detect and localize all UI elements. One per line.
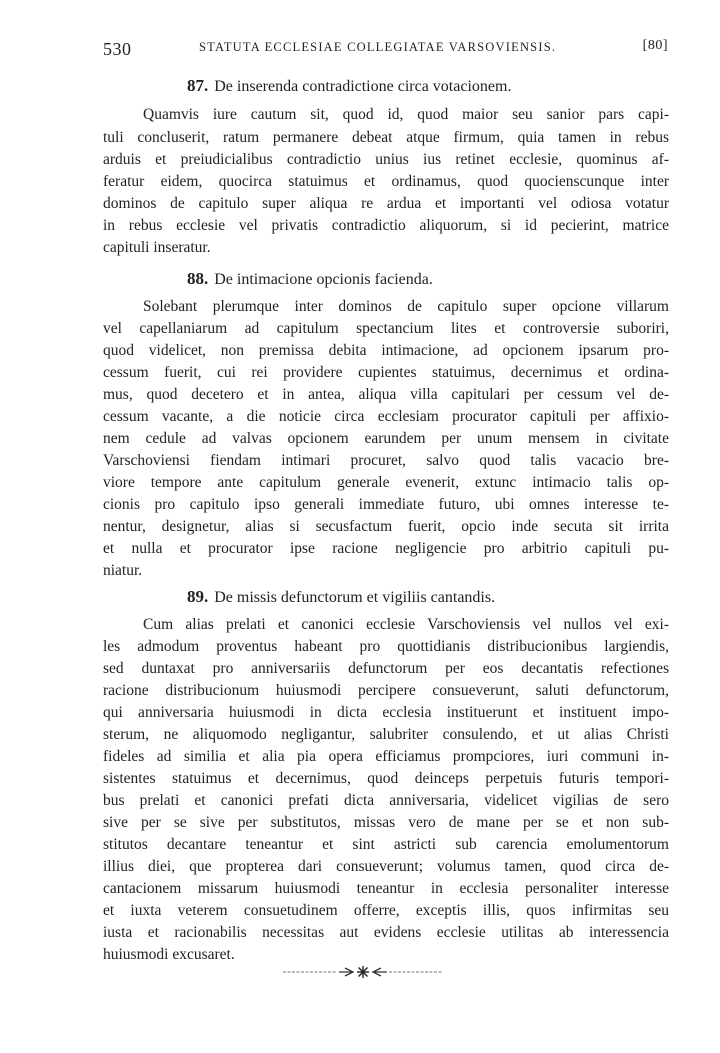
text-line: fideles ad similia et alia pia opera efficiamus prompciores, iuri communi in- — [103, 748, 669, 765]
text-line: bus prelati et canonici prefati dicta anniversaria, videlicet vigilias de sero — [103, 792, 669, 809]
text-line: sed duntaxat pro anniversariis defunctorum per eos decantatis refectiones — [103, 660, 669, 677]
text-line: sive per se sive per substitutos, missas vero de mane per se et non sub- — [103, 814, 669, 831]
text-line: in rebus ecclesie vel privatis contradictio aliquorum, si id pecierint, matrice — [103, 217, 669, 234]
text-line: Solebant plerumque inter dominos de capitulo super opcione villarum — [143, 298, 669, 315]
text-line: et nulla et procurator ipse racione negligencie pro arbitrio capituli pu- — [103, 540, 669, 557]
signature-mark: [80] — [642, 38, 668, 53]
text-line: mus, quod decetero et in antea, aliqua villa capitulari per cessum vel de- — [103, 386, 669, 403]
text-line: illius diei, que propterea dari consueverunt; volumus tamen, quod circa de- — [103, 858, 669, 875]
text-line: arduis et preiudicialibus contradictio unius ius retinet ecclesie, quominus af- — [103, 151, 669, 168]
text-line: et iuxta veterem consuetudinem offerre, exceptis illis, quos infirmitas seu — [103, 902, 669, 919]
section-number: 89. — [187, 587, 209, 606]
text-line: les admodum proventus habeant pro quottidianis distribucionibus largiendis, — [103, 638, 669, 655]
text-line: racione distribucionum huiusmodi percipere consueverunt, saluti defunctorum, — [103, 682, 669, 699]
section-heading-87 — [187, 76, 511, 96]
text-line: cessum fuerit, cui rei providere cupientes statuimus, decernimus et ordina- — [103, 364, 669, 381]
text-line: huiusmodi excusaret. — [103, 946, 235, 963]
text-line: sistentes statuimus et decernimus, quod deinceps perpetuis futuris tempori- — [103, 770, 669, 787]
page-number: 530 — [103, 39, 132, 59]
text-line: Quamvis iure cautum sit, quod id, quod maior seu sanior pars capi- — [143, 106, 669, 123]
text-line: qui anniversaria huiusmodi in dicta ecclesia instituerunt et instituent impo- — [103, 704, 669, 721]
text-line: tuli concluserit, ratum permanere debeat atque firmum, quia tamen in rebus — [103, 129, 669, 146]
text-line: cionis pro capitulo ipso generali immediate futuro, ubi omnes interesse te- — [103, 496, 669, 513]
running-head: STATUTA ECCLESIAE COLLEGIATAE VARSOVIENSIS. — [199, 40, 557, 54]
section-number: 87. — [187, 76, 209, 95]
section-title: De inserenda contradictione circa votacionem. — [214, 78, 512, 95]
text-line: stitutos decantare teneantur et sint astricti sub carencia emolumentorum — [103, 836, 669, 853]
section-heading-88 — [187, 269, 433, 289]
text-line: nentur, designetur, alias si secusfactum fuerit, opcio inde secuta sit irrita — [103, 518, 669, 535]
text-line: dominos de capitulo super aliqua re ardua et importanti vel odiosa votatur — [103, 195, 669, 212]
text-line: cessum vacante, a die noticie circa ecclesiam procurator capituli per affixio- — [103, 408, 669, 425]
text-line: sterum, ne aliquomodo negligantur, salubriter consulendo, et ut alias Christi — [103, 726, 669, 743]
text-line: feratur eidem, quocirca statuimus et ordinamus, quod quocienscunque inter — [103, 173, 669, 190]
section-title: De missis defunctorum et vigiliis cantandis. — [214, 589, 496, 606]
text-line: vel capellaniarum ad capitulum spectancium lites et controversie suboriri, — [103, 320, 669, 337]
text-line: capituli inseratur. — [103, 239, 211, 256]
text-line: viore tempore ante capitulum generale evenerit, extunc intimacio talis op- — [103, 474, 669, 491]
page-header — [103, 36, 668, 58]
end-ornament-icon — [283, 964, 443, 980]
text-line: Varschoviensi fiendam intimari procuret, salvo quod talis vacacio bre- — [103, 452, 669, 469]
text-line: iusta et racionabilis necessitas aut evidens ecclesie utilitas ab interessencia — [103, 924, 669, 941]
section-number: 88. — [187, 269, 209, 288]
text-line: niatur. — [103, 562, 143, 579]
text-line: cantacionem missarum huiusmodi teneantur in ecclesia personaliter interesse — [103, 880, 669, 897]
section-heading-89 — [187, 587, 495, 607]
text-line: quod videlicet, non premissa debita intimacione, ad opcionem ipsarum pro- — [103, 342, 669, 359]
text-line: Cum alias prelati et canonici ecclesie Varschoviensis vel nullos vel exi- — [143, 616, 669, 633]
text-line: nem cedule ad valvas opcionem earundem per unum mensem in civitate — [103, 430, 669, 447]
section-title: De intimacione opcionis facienda. — [214, 271, 433, 288]
